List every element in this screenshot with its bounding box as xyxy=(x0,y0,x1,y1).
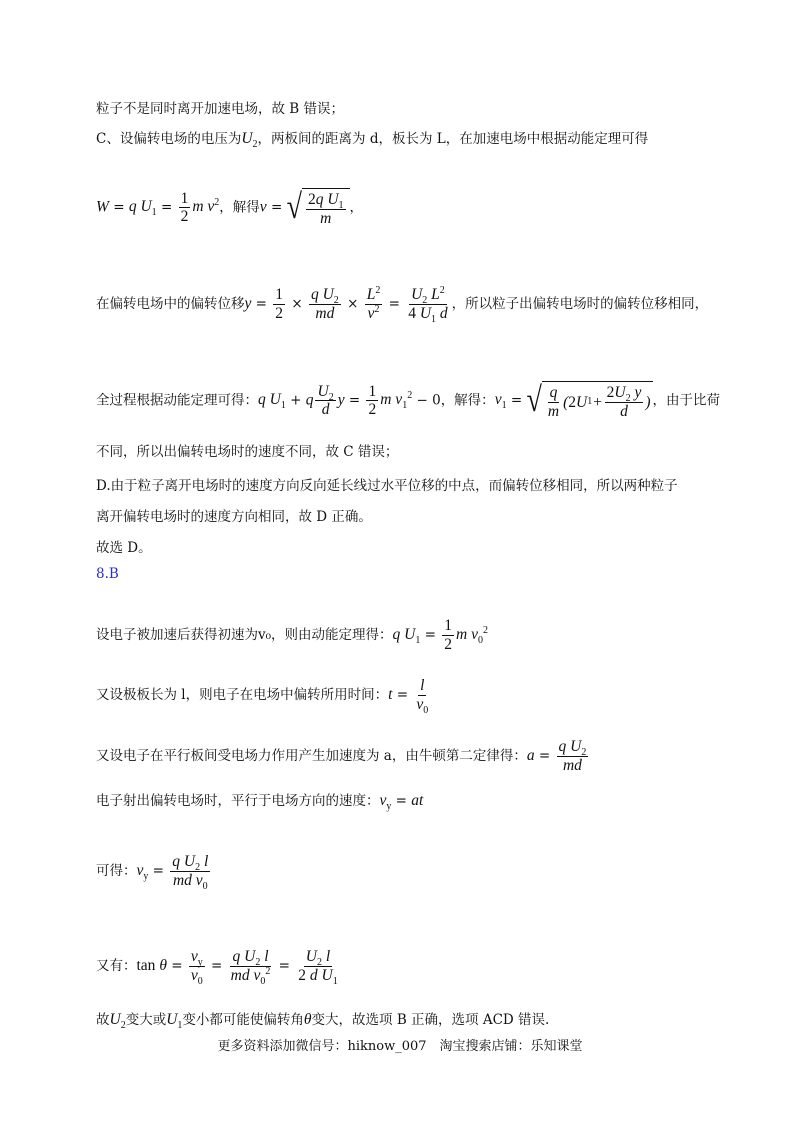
formula-work-energy: W = q $U_1$ = $\frac{1}{2}$ m $v^2$，解得v = √ $\frac{2q U_1}{m}$ ， xyxy=(96,187,364,227)
text-line-9: 故选 D。 xyxy=(96,540,152,556)
text-line-2 xyxy=(96,130,649,151)
text-line-4-pre: 在偏转电场中的偏转位移 xyxy=(96,295,245,312)
text-line-5-mid: ，解得： xyxy=(440,392,495,409)
text-line-4-post: ，所以粒子出偏转电场时的偏转位移相同， xyxy=(451,295,709,312)
text-line-1: 粒子不是同时离开加速电场，故 B 错误； xyxy=(96,101,345,117)
text-line-5-pre: 全过程根据动能定理可得： xyxy=(96,392,258,409)
formula-accel-energy: 设电子被加速后获得初速为v₀，则由动能定理得：q $U_1$ = $\frac{1}{2}$ m $v_0^2$ xyxy=(96,617,488,653)
text-line-2-pre: C、设偏转电场的电压为 xyxy=(96,131,242,147)
text-line-17-c: 变小都可能使偏转角 xyxy=(182,1012,304,1028)
sqrt-symbol-icon-2: √ $\frac{q}{m}$ ( 2 U 1 + $\frac{2U_2 y}{d}$ ) xyxy=(526,380,651,420)
text-line-13: 又设电子在平行板间受电场力作用产生加速度为 a，由牛顿第二定律得： xyxy=(96,747,527,764)
answer-number: 8.B xyxy=(96,566,119,582)
text-line-11: 设电子被加速后获得初速为v₀，则由动能定理得： xyxy=(96,626,393,643)
formula-acceleration: 又设电子在平行板间受电场力作用产生加速度为 a，由牛顿第二定律得：a = $\frac{q U_2}{md}$ xyxy=(96,738,587,774)
formula-vy-result: 可得：$v_y$ = $\frac{q U_2 l}{md v_0}$ xyxy=(96,853,209,892)
sqrt-symbol-icon: √ $\frac{2q U_1}{m}$ xyxy=(287,188,350,228)
text-line-17-d: 变大，故选项 B 正确，选项 ACD 错误. xyxy=(311,1012,550,1028)
formula-tan-theta: 又有：tan θ = $\frac{v_y}{v_0}$ = $\frac{q U_2 l}{md v_0^2}$ = $\frac{U_2 l}{2 d U_1}$ xyxy=(96,948,338,987)
formula-deflection: 在偏转电场中的偏转位移y = $\frac{1}{2}$ × $\frac{q U_2}{md}$ × $\frac{L^2}{v^2}$ = $\frac{U_2 L^2}{4 U_1 d}$ ，所以粒子出偏转电场时的偏转位移相同， xyxy=(96,284,709,325)
formula-vy: 电子射出偏转电场时，平行于电场方向的速度：$v_y$ = at xyxy=(96,792,424,813)
text-line-12: 又设极板长为 l，则电子在电场中偏转所用时间： xyxy=(96,686,389,703)
text-line-6: 不同，所以出偏转电场时的速度不同，故 C 错误； xyxy=(96,444,399,460)
text-line-17-a: 故 xyxy=(96,1012,110,1028)
formula-u2: $U_2$ xyxy=(241,130,258,151)
formula-total-energy: 全过程根据动能定理可得：q $U_1 + q$ $\frac{U_2}{d}$ y = $\frac{1}{2}$ m $v_1^2 - 0$，解得：$v_1$ = √ $\frac{q}{m}$ ( 2 U 1 + $\frac{2U_2 y}{d}$ ) ，由于比荷 xyxy=(96,380,721,420)
text-line-17: 故$U_2$变大或$U_1$变小都可能使偏转角θ变大，故选项 B 正确，选项 ACD 错误. xyxy=(96,1011,550,1032)
text-line-15: 可得： xyxy=(96,862,137,879)
text-line-14: 电子射出偏转电场时，平行于电场方向的速度： xyxy=(96,793,380,809)
text-line-7: D.由于粒子离开电场时的速度方向反向延长线过水平位移的中点，而偏转位移相同，所以两种粒子 xyxy=(96,478,678,494)
page-footer: 更多资料添加微信号：hiknow_007 淘宝搜索店铺：乐知课堂 xyxy=(217,1039,583,1054)
text-line-16: 又有： xyxy=(96,957,137,974)
text-line-17-b: 变大或 xyxy=(125,1012,167,1028)
text-line-8: 离开偏转电场时的速度方向相同，故 D 正确。 xyxy=(96,509,372,525)
text-line-3: ，解得 xyxy=(219,199,260,216)
formula-time: 又设极板长为 l，则电子在电场中偏转所用时间：t = $\frac{l}{v_0}$ xyxy=(96,677,429,716)
text-line-5-post: ，由于比荷 xyxy=(652,392,721,409)
text-line-2-mid: ，两板间的距离为 d，板长为 L，在加速电场中根据动能定理可得 xyxy=(257,131,649,147)
